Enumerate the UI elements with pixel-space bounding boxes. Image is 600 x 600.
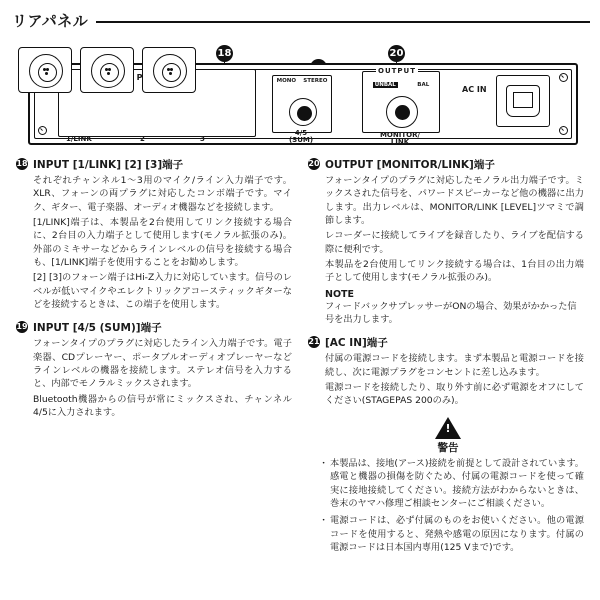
paragraph: 電源コードを接続したり、取り外す前に必ず電源をオフにしてください(STAGEPAS 200のみ)。 [325,382,584,407]
content-columns [10,157,590,558]
output-caption-line1: MONITOR/ [379,130,421,139]
section-title: INPUT [1/LINK] [2] [3]端子 [33,159,184,171]
section-19-body [16,337,292,419]
callout-20: 20 [388,45,405,62]
phone-jack-monitor-link [386,96,418,128]
section-18-body [16,174,292,311]
xlr-combo-jack-1 [18,47,72,93]
sum-caption [278,130,324,145]
section-21-heading [308,335,584,350]
page-title-row [12,10,590,31]
section-21 [308,335,584,407]
warning-title: 警告 [437,441,459,454]
output-jack-block [362,71,440,133]
phone-jack-4-5 [289,98,317,126]
ac-in-label: AC IN [462,85,487,94]
warning-item: ・ 電源コードは、必ず付属のものをお使いください。他の電源コードを使用すると、発熱や感電の原因になります。付属の電源コードは日本国内専用(125 Vまで)です。 [322,514,584,554]
section-19-heading [16,320,292,335]
paragraph: レコーダーに接続してライブを録音したり、ライブを配信する際に便利です。 [325,230,584,255]
warning-triangle-icon [435,417,461,439]
warning-list [312,457,584,554]
output-sub-labels [363,82,439,88]
section-number: 18 [16,159,28,168]
ac-inlet-icon [496,75,550,127]
xlr-combo-jack-2 [80,47,134,93]
warning-header [312,417,584,455]
sum-input-block [272,75,332,133]
sum-header [273,76,331,85]
callout-18: 18 [216,45,233,62]
screw-icon [559,73,568,82]
section-number: 21 [308,337,320,347]
rear-panel-illustration [10,37,590,147]
xlr-pin [108,68,111,71]
xlr-pin [45,72,48,75]
title-rule [96,21,590,23]
section-title: OUTPUT [MONITOR/LINK]端子 [325,159,495,171]
section-19 [16,320,292,419]
warning-item: ・ 本製品は、接地(アース)接続を前提として設計されています。感電と機器の損傷を防ぐため、付属の電源コードを使って確実に接地接続してください。接続方法がわからないときは、巻末のヤマハ修理ご相談センターにご相談ください。 [322,457,584,510]
section-title: INPUT [4/5 (SUM)]端子 [33,322,162,335]
paragraph: [1/LINK]端子は、本製品を2台使用してリンク接続する場合に、2台目の入力端子として使用します(モノラル拡張のみ)。外部のミキサーなどからラインレベルの信号を接続する場合も、[1/LINK]端子を使用することをお勧めします。 [33,217,292,269]
section-18 [16,157,292,311]
sum-label-mono: MONO [276,78,297,84]
section-title: [AC IN]端子 [325,337,388,350]
output-bal-label: BAL [417,82,430,88]
page-title: リアパネル [12,12,89,30]
xlr-pin [46,68,49,71]
paragraph: フォーンタイプのプラグに対応したモノラル出力端子です。ミックスされた信号を、パワードスピーカーなど他の機器に出力します。出力レベルは、MONITOR/LINK [LEVEL]ツマミで調節します。 [325,175,584,227]
output-caption [362,132,438,147]
paragraph: それぞれチャンネル1〜3用のマイク/ライン入力端子です。XLR、フォーンの両プラグに対応したコンボ端子です。マイク、ギター、電子楽器、オーディオ機器などを接続します。 [33,175,292,213]
jack-caption-1: 1/LINK [66,135,92,143]
output-group-label: OUTPUT [378,67,416,75]
jack-caption-2: 2 [140,135,145,143]
warning-block [308,417,584,554]
xlr-ring-icon [153,54,187,88]
screw-icon [559,126,568,135]
paragraph: 本製品を2台使用してリンク接続する場合は、1台目の出力端子として使用します(モノラル拡張のみ)。 [325,259,584,284]
left-column [16,157,292,558]
xlr-ring-icon [29,54,63,88]
xlr-pin [107,72,110,75]
section-18-heading [16,157,292,172]
right-column [308,157,584,558]
xlr-pin [169,72,172,75]
xlr-ring-icon [91,54,125,88]
xlr-combo-jack-3 [142,47,196,93]
output-caption-line2: LINK [390,138,410,147]
paragraph: Bluetooth機器からの信号が常にミックスされ、チャンネル4/5に入力されます。 [33,393,292,419]
xlr-pin [170,68,173,71]
paragraph: フォーンタイプのプラグに対応したライン入力端子です。電子楽器、CDプレーヤー、ポータブルオーディオプレーヤーなどラインレベルの機器を接続します。ステレオ信号を入力すると、内部でモノラルミックスされます。 [33,338,292,390]
screw-icon [38,126,47,135]
section-20-heading [308,157,584,172]
sum-caption-line2: (SUM) [288,136,314,145]
jack-caption-3: 3 [200,135,205,143]
paragraph: [2] [3]のフォーン端子はHi-Z入力に対応しています。信号のレベルが低いマイクやエレクトリックアコースティックギターなどを接続するときは、この端子を使用します。 [33,272,292,311]
section-number: 20 [308,159,320,168]
section-20-body [308,174,584,285]
paragraph: 付属の電源コードを接続します。まず本製品と電源コードを接続し、次に電源プラグをコンセントに差し込みます。 [325,353,584,378]
section-20 [308,157,584,326]
note-body: フィードバックサプレッサーがONの場合、効果がかかった信号を出力します。 [325,300,577,326]
sum-label-stereo: STEREO [303,78,328,84]
note-title: NOTE [325,288,354,300]
output-unbal-label: UNBAL [374,82,396,88]
section-number: 19 [16,322,28,332]
sum-caption-line1: 4/5 [294,128,308,137]
section-21-body [308,352,584,407]
